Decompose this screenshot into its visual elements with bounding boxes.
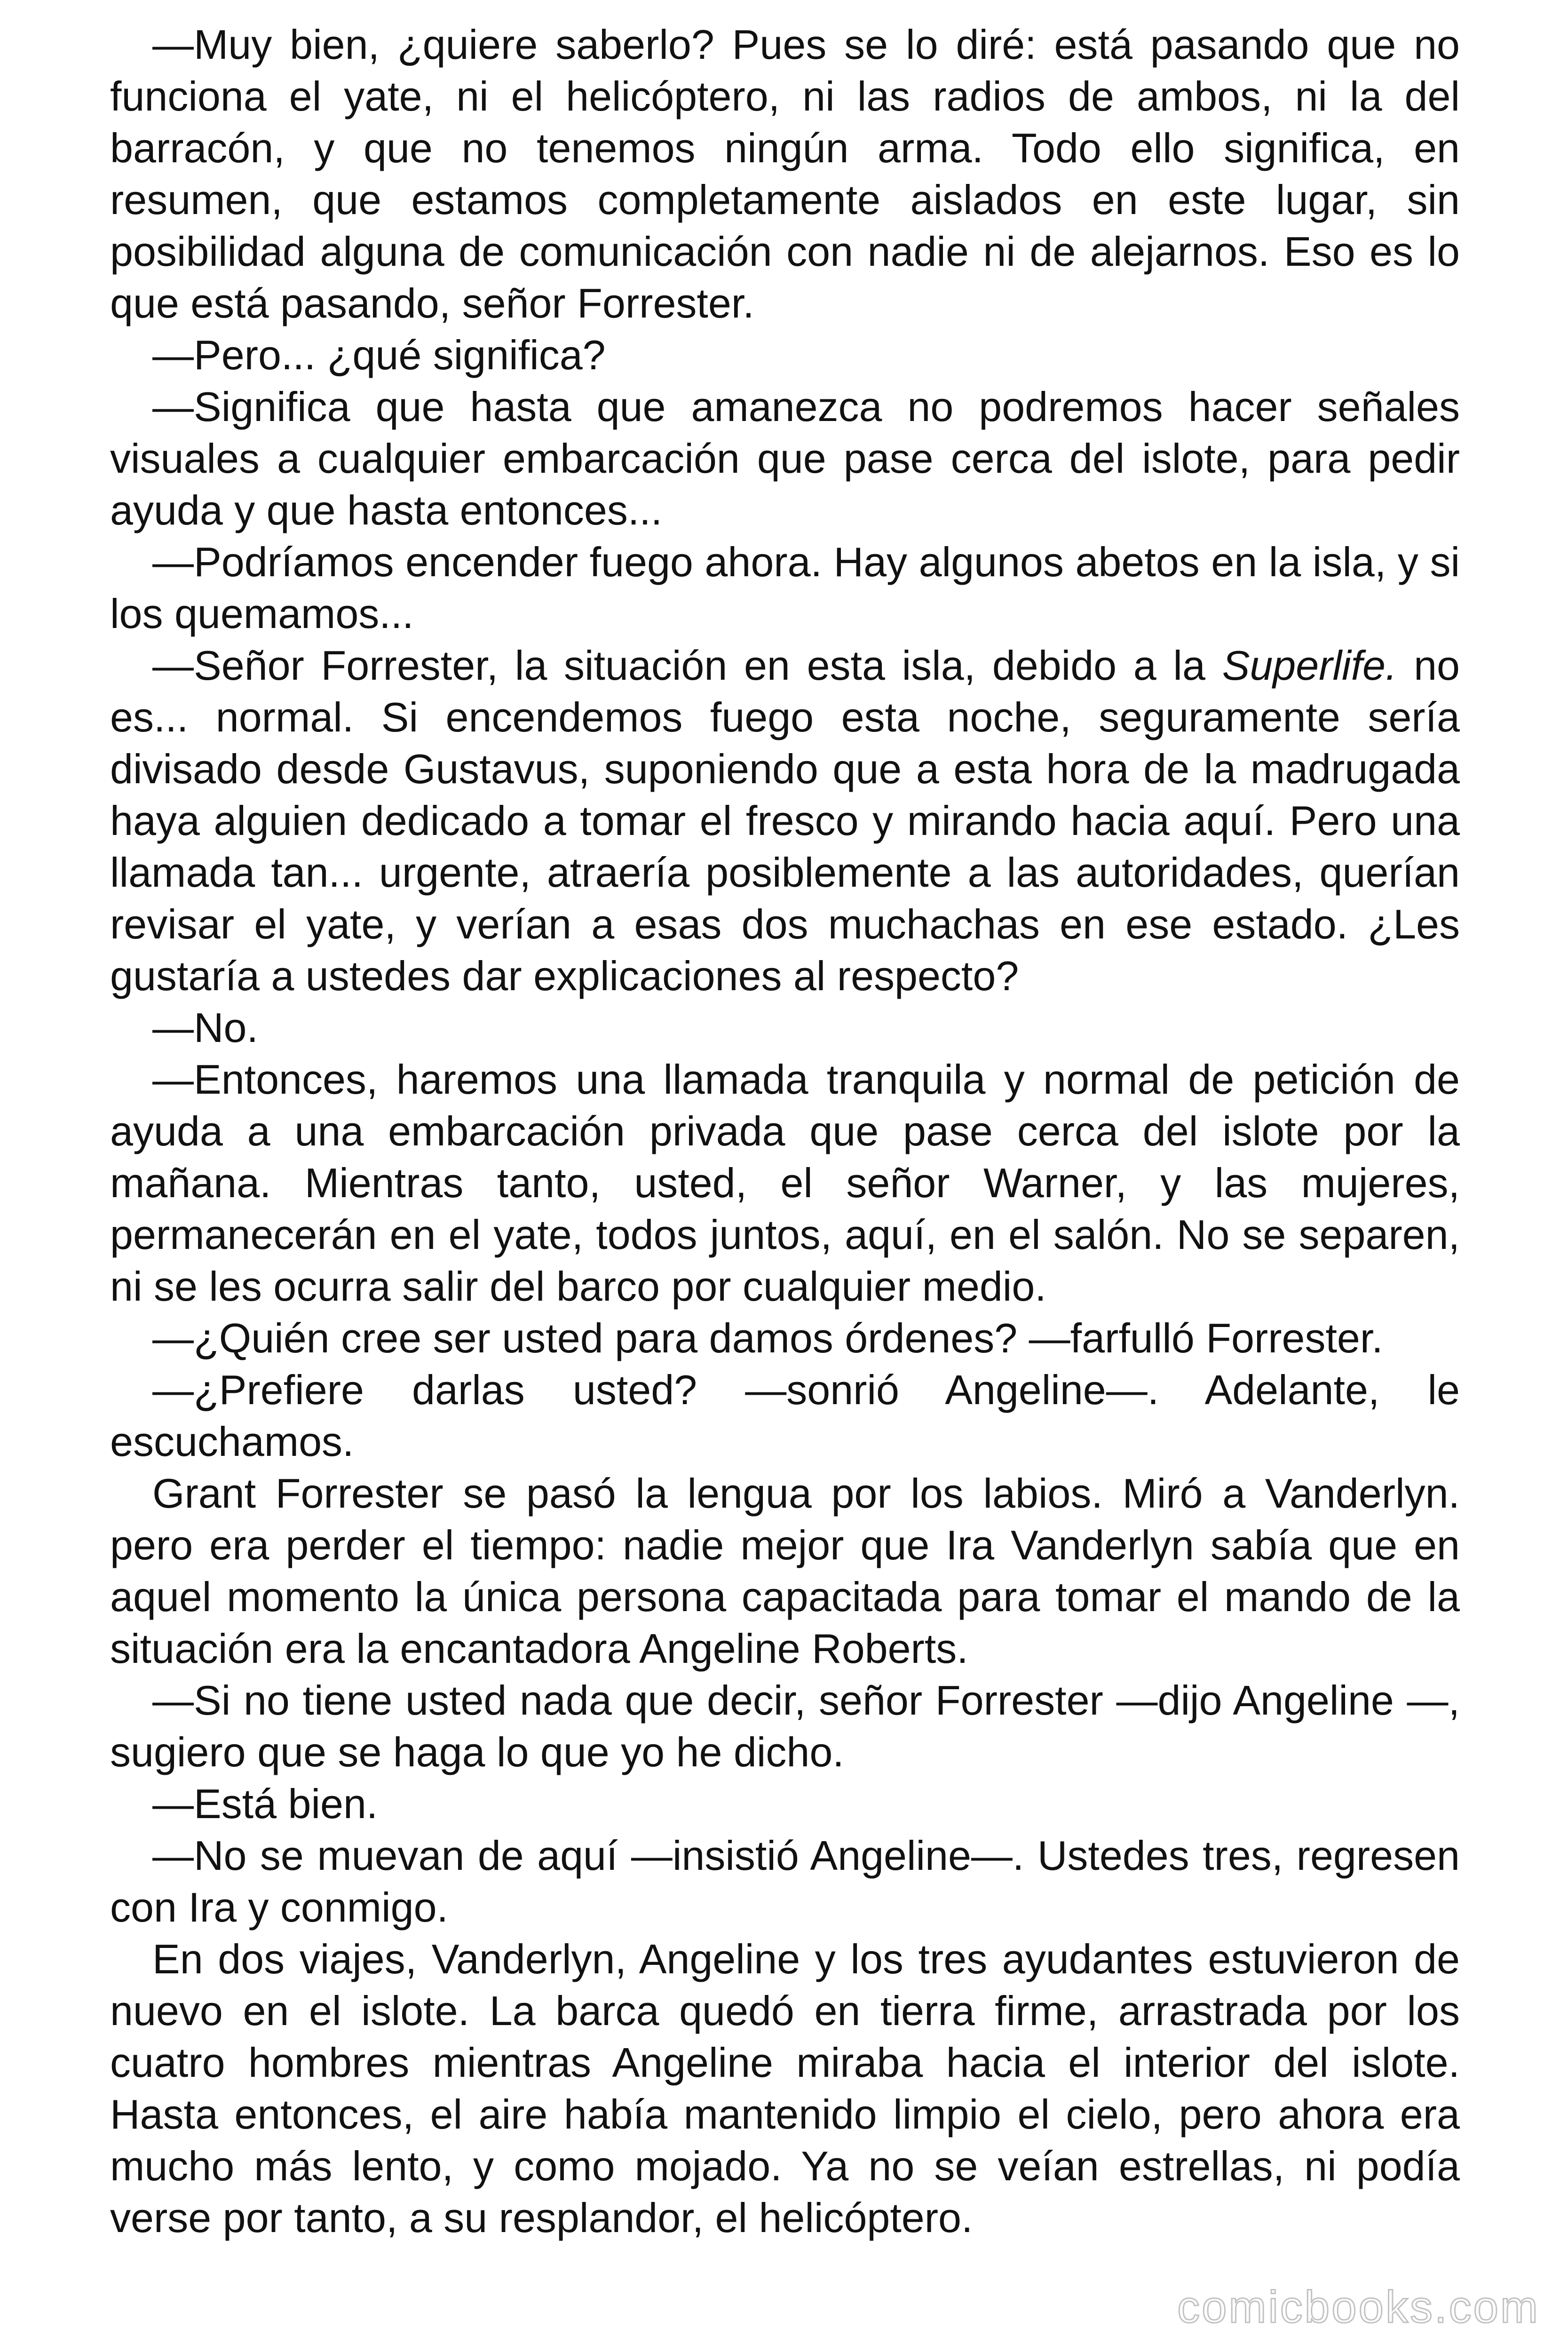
text-segment: Grant Forrester se pasó la lengua por los labios. Miró a Vanderlyn. pero era perder el tiempo: nadie mejor que Ira Vanderlyn sabía que en aquel momento la única persona capacitada para tomar el mando de la situación era la encantadora Angeline Roberts. bbox=[110, 1470, 1460, 1672]
paragraph bbox=[110, 1675, 1460, 1778]
text-segment: —Significa que hasta que amanezca no podremos hacer señales visuales a cualquier embarcación que pase cerca del islote, para pedir ayuda y que hasta entonces... bbox=[110, 383, 1460, 533]
text-segment: —Entonces, haremos una llamada tranquila y normal de petición de ayuda a una embarcación privada que pase cerca del islote por la mañana. Mientras tanto, usted, el señor Warner, y las mujeres, permanecerán en el yate, todos juntos, aquí, en el salón. No se separen, ni se les ocurra salir del barco por cualquier medio. bbox=[110, 1056, 1460, 1310]
text-segment: —Pero... ¿qué significa? bbox=[152, 332, 606, 378]
paragraph bbox=[110, 329, 1460, 381]
watermark: comicbooks.com bbox=[1177, 2282, 1540, 2332]
text-segment: En dos viajes, Vanderlyn, Angeline y los tres ayudantes estuvieron de nuevo en el islote. La barca quedó en tierra firme, arrastrada por los cuatro hombres mientras Angeline miraba hacia el interior del islote. Hasta entonces, el aire había mantenido limpio el cielo, pero ahora era mucho más lento, y como mojado. Ya no se veían estrellas, ni podía verse por tanto, a su resplandor, el helicóptero. bbox=[110, 1936, 1460, 2241]
text-segment: —Muy bien, ¿quiere saberlo? Pues se lo diré: está pasando que no funciona el yate, ni el helicóptero, ni las radios de ambos, ni la del barracón, y que no tenemos ningún arma. Todo ello significa, en resumen, que estamos completamente aislados en este lugar, sin posibilidad alguna de comunicación con nadie ni de alejarnos. Eso es lo que está pasando, señor Forrester. bbox=[110, 21, 1460, 326]
paragraph bbox=[110, 1468, 1460, 1675]
paragraph bbox=[110, 1312, 1460, 1364]
text-segment: —Si no tiene usted nada que decir, señor Forrester —dijo Angeline —, sugiero que se haga lo que yo he dicho. bbox=[110, 1677, 1460, 1775]
paragraph bbox=[110, 1054, 1460, 1312]
paragraph bbox=[110, 19, 1460, 329]
paragraph bbox=[110, 1364, 1460, 1468]
text-segment: —Está bien. bbox=[152, 1780, 378, 1827]
book-page bbox=[110, 19, 1460, 2244]
paragraph bbox=[110, 381, 1460, 536]
text-segment: —¿Quién cree ser usted para damos órdenes? —farfulló Forrester. bbox=[152, 1315, 1383, 1361]
italic-text: Superlife. bbox=[1222, 642, 1397, 689]
text-segment: —No se muevan de aquí —insistió Angeline—. Ustedes tres, regresen con Ira y conmigo. bbox=[110, 1832, 1460, 1931]
paragraph bbox=[110, 1002, 1460, 1054]
paragraph bbox=[110, 1830, 1460, 1933]
paragraph bbox=[110, 536, 1460, 640]
text-segment: —¿Prefiere darlas usted? —sonrió Angeline—. Adelante, le escuchamos. bbox=[110, 1367, 1460, 1465]
text-body bbox=[110, 19, 1460, 2244]
text-segment: no es... normal. Si encendemos fuego esta noche, seguramente sería divisado desde Gustavus, suponiendo que a esta hora de la madrugada haya alguien dedicado a tomar el fresco y mirando hacia aquí. Pero una llamada tan... urgente, atraería posiblemente a las autoridades, querían revisar el yate, y verían a esas dos muchachas en ese estado. ¿Les gustaría a ustedes dar explicaciones al respecto? bbox=[110, 642, 1460, 999]
text-segment: —No. bbox=[152, 1004, 258, 1051]
paragraph bbox=[110, 1778, 1460, 1830]
paragraph bbox=[110, 1933, 1460, 2244]
paragraph bbox=[110, 640, 1460, 1002]
text-segment: —Podríamos encender fuego ahora. Hay algunos abetos en la isla, y si los quemamos... bbox=[110, 539, 1460, 637]
text-segment: —Señor Forrester, la situación en esta isla, debido a la bbox=[152, 642, 1222, 689]
